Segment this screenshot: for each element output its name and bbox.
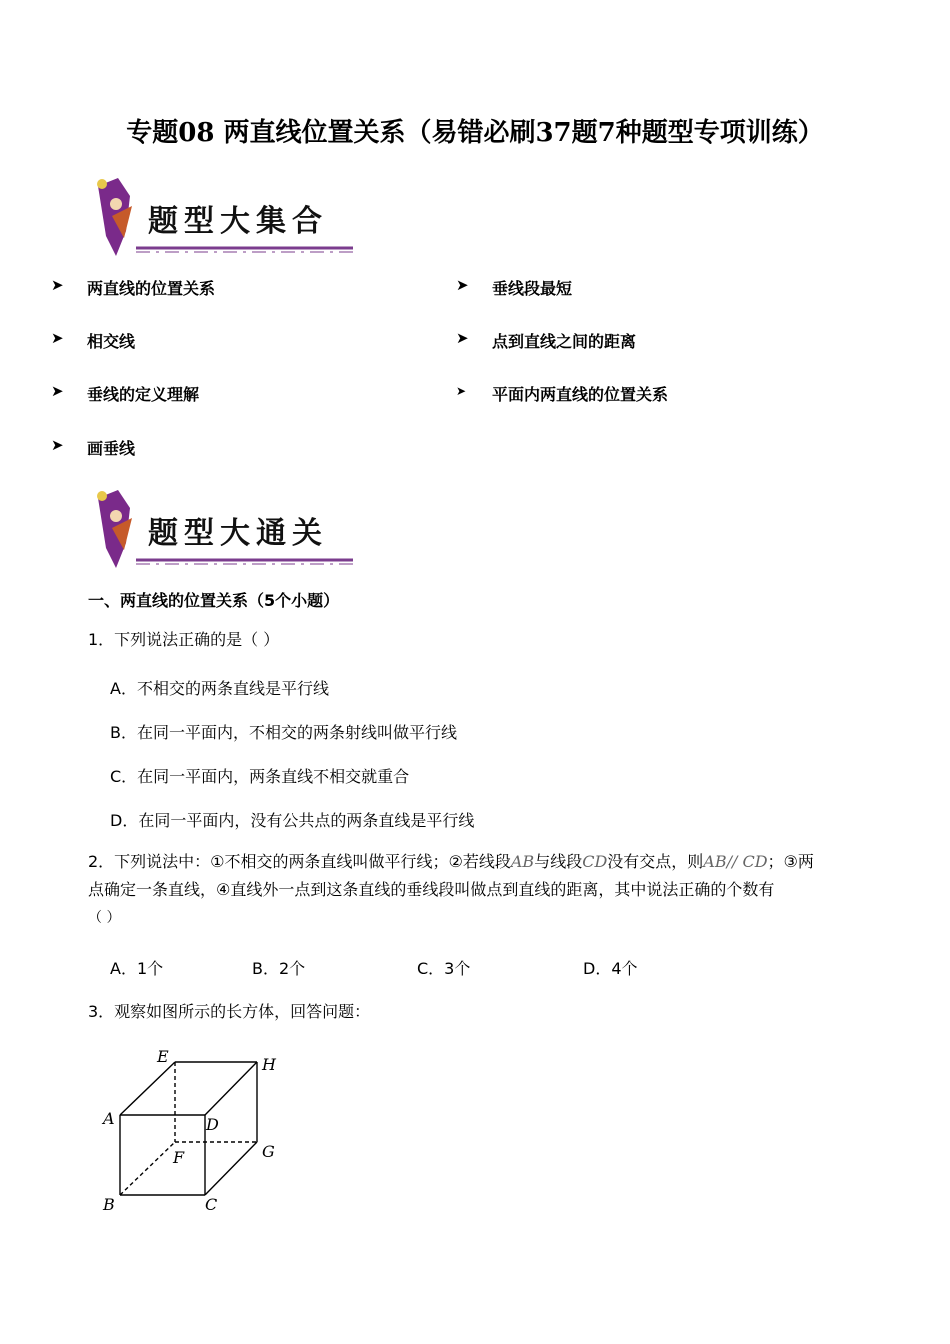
banner-practice: [88, 488, 358, 573]
cuboid-figure: [95, 1040, 295, 1220]
math-ab-parallel-cd: AB// CD: [703, 852, 768, 871]
question-1-stem: 1．下列说法正确的是（ ）: [88, 630, 280, 649]
arrow-bullet-icon: ➤: [456, 329, 469, 347]
arrow-bullet-icon: ➤: [51, 329, 64, 347]
arrow-bullet-icon: ➤: [51, 436, 64, 454]
category-item[interactable]: ➤ 垂线的定义理解: [51, 382, 200, 404]
section-heading: 一、两直线的位置关系（5个小题）: [88, 591, 340, 610]
question-1-option-c[interactable]: C．在同一平面内，两条直线不相交就重合: [110, 767, 410, 786]
math-cd: CD: [582, 852, 608, 871]
vertex-label-h: H: [262, 1055, 276, 1074]
vertex-label-e: E: [157, 1047, 169, 1066]
vertex-label-b: B: [103, 1195, 115, 1214]
category-item[interactable]: ➤ 画垂线: [51, 436, 136, 458]
question-1-option-a[interactable]: A．不相交的两条直线是平行线: [110, 679, 329, 698]
category-item[interactable]: ➤ 垂线段最短: [456, 276, 573, 298]
question-2-option-b[interactable]: B．2个: [252, 959, 306, 978]
category-item[interactable]: ➤ 点到直线之间的距离: [456, 329, 637, 351]
banner-text: 题型大通关: [148, 516, 328, 551]
math-ab: AB: [510, 852, 535, 871]
edge-bf-hidden: [120, 1142, 175, 1195]
question-2-line-3: （ ）: [88, 910, 121, 926]
vertex-label-g: G: [262, 1142, 275, 1161]
question-2-line-1: 2．下列说法中：①不相交的两条直线叫做平行线；②若线段AB与线段CD没有交点，则AB// CD；③两: [88, 852, 814, 871]
arrow-bullet-icon: ➤: [51, 382, 64, 400]
arrow-bullet-icon: ➤: [456, 276, 469, 294]
category-item[interactable]: ➤ 相交线: [51, 329, 136, 351]
category-item[interactable]: ➤ 两直线的位置关系: [51, 276, 216, 298]
question-2-stem: [88, 848, 868, 932]
category-item[interactable]: ➤ 平面内两直线的位置关系: [456, 384, 669, 404]
question-2-option-a[interactable]: A．1个: [110, 959, 164, 978]
banner-text: 题型大集合: [148, 204, 328, 239]
question-1-option-d[interactable]: D．在同一平面内，没有公共点的两条直线是平行线: [110, 811, 475, 830]
edge-ae: [120, 1062, 175, 1115]
banner-question-types: [88, 176, 358, 261]
question-1-option-b[interactable]: B．在同一平面内，不相交的两条射线叫做平行线: [110, 723, 457, 742]
vertex-label-d: D: [206, 1115, 219, 1134]
vertex-label-a: A: [103, 1109, 115, 1128]
edge-dh: [205, 1062, 257, 1115]
arrow-bullet-icon: ➤: [51, 276, 64, 294]
page-title: 专题08 两直线位置关系（易错必刷37题7种题型专项训练）: [126, 118, 824, 148]
arrow-bullet-icon: ➤: [456, 384, 467, 398]
vertex-label-c: C: [205, 1195, 218, 1214]
question-3-stem: 3．观察如图所示的长方体，回答问题：: [88, 1002, 371, 1021]
question-2-option-c[interactable]: C．3个: [417, 959, 471, 978]
question-2-option-d[interactable]: D．4个: [583, 959, 638, 978]
edge-cg: [205, 1142, 257, 1195]
question-2-line-2: 点确定一条直线，④直线外一点到这条直线的垂线段叫做点到直线的距离，其中说法正确的个数有: [88, 880, 775, 899]
vertex-label-f: F: [173, 1148, 185, 1167]
